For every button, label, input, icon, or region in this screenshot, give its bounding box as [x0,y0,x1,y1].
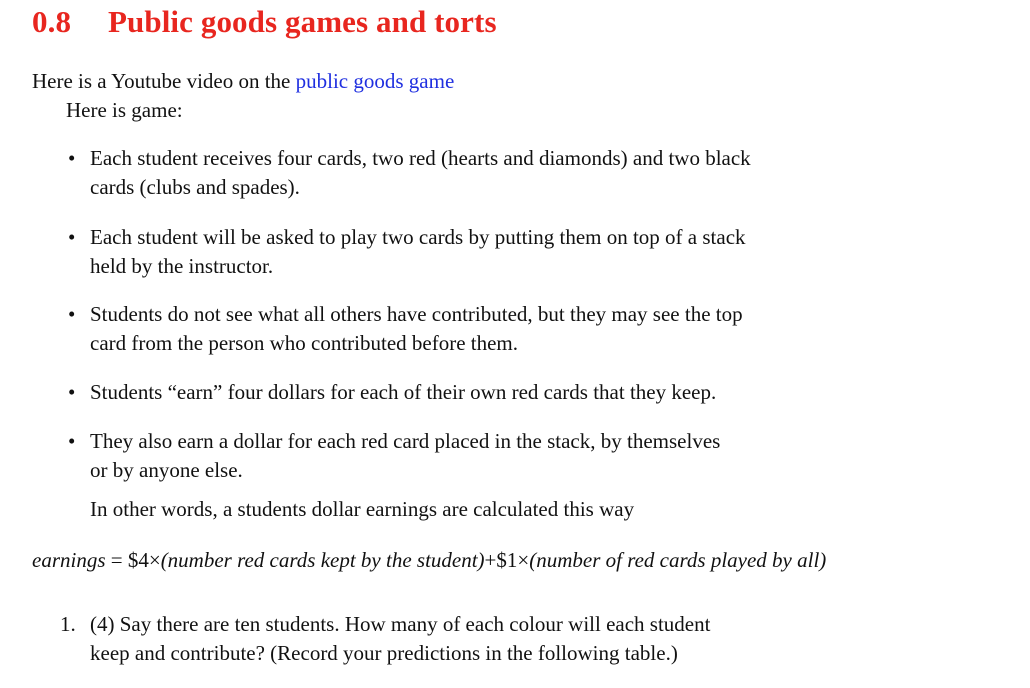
list-item [68,300,830,358]
bullet-icon: • [68,225,76,249]
list-item-line: or by anyone else. [90,458,243,482]
earnings-intro-text: In other words, a students dollar earnings are calculated this way [90,497,635,521]
equation-plus: + [484,548,497,572]
question-line: (4) Say there are ten students. How many of each colour will each student [90,612,711,636]
list-item-line: cards (clubs and spades). [90,175,300,199]
list-item-line: held by the instructor. [90,254,274,278]
list-item-line: Each student receives four cards, two red (hearts and diamonds) and two black [90,146,751,170]
list-item [68,144,830,202]
earnings-equation [32,546,826,575]
list-item-line: card from the person who contributed before them. [90,331,519,355]
bullet-icon: • [68,146,76,170]
section-number: 0.8 [32,4,72,39]
list-item-line: They also earn a dollar for each red card placed in the stack, by themselves [90,429,721,453]
equation-term2-coef: $1× [496,548,530,572]
game-intro-line: Here is game: [66,98,183,122]
intro-line [32,68,454,94]
bullet-icon: • [68,429,76,453]
list-item [68,223,830,281]
equation-lhs: earnings [32,548,106,572]
equation-term1-coef: $4× [127,548,161,572]
public-goods-game-link[interactable]: public goods game [295,69,455,93]
equation-term2-body: (number of red cards played by all) [529,548,827,572]
list-item-line: Students do not see what all others have contributed, but they may see the top [90,302,743,326]
list-item-line: Each student will be asked to play two cards by putting them on top of a stack [90,225,746,249]
equation-equals: = [105,548,128,572]
list-item [68,378,830,407]
list-item-line: Students “earn” four dollars for each of their own red cards that they keep. [90,380,717,404]
list-item [68,427,830,485]
section-heading [32,4,497,40]
bullet-icon: • [68,380,76,404]
question-line: keep and contribute? (Record your predictions in the following table.) [90,641,678,665]
bullet-icon: • [68,302,76,326]
equation-term1-body: (number red cards kept by the student) [160,548,485,572]
question-1 [60,610,830,668]
section-title: Public goods games and torts [108,4,497,39]
question-number: 1. [60,612,76,636]
intro-prefix: Here is a Youtube video on the [32,69,296,93]
